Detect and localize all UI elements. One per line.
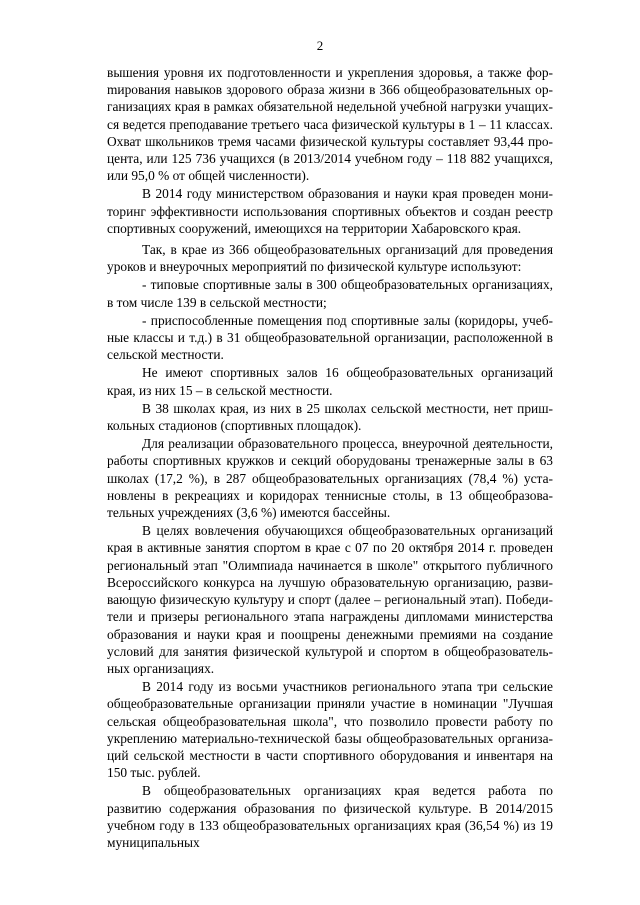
list-item: - типовые спортивные залы в 300 общеобразовательных организациях, в том числе 139 в сельской местности; [107, 277, 553, 310]
paragraph: В целях вовлечения обучающихся общеобразовательных организаций края в активные занятия спортом в крае с 07 по 20 октября 2014 г. проведен региональный этап "Олимпиада начинается в школе" открытого публичного Всероссийского конкурса на лучшую образовательную организацию, развивающую физическую культуру и спорт (далее – региональный этап). Победители и призеры регионального этапа награждены дипломами министерства образования и науки края и поощрены денежными премиями на создание условий для занятия физической культурой и спортом в общеобразовательных организациях. [107, 523, 553, 676]
paragraph: В 2014 году министерством образования и науки края проведен мониторинг эффективности использования спортивных объектов и создан реестр спортивных сооружений, имеющихся на территории Хабаровского края. [107, 186, 553, 236]
list-item: - приспособленные помещения под спортивные залы (коридоры, учебные классы и т.д.) в 31 общеобразовательной организации, расположенной в сельской местности. [107, 312, 553, 363]
paragraph: вышения уровня их подготовленности и укрепления здоровья, а также форmирования навыков здорового образа жизни в 366 общеобразовательных организациях края в рамках обязательной недельной учебной нагрузки учащихся ведется преподавание третьего часа физической культуры в 1 – 11 классах. Охват школьников тремя часами физической культуры составляет 93,44 процента, или 125 736 учащихся (в 2013/2014 учебном году – 118 882 учащихся, или 95,0 % от общей численности). [107, 65, 553, 184]
paragraph: В общеобразовательных организациях края ведется работа по развитию содержания образования по физической культуре. В 2014/2015 учебном году в 133 общеобразовательных организациях края (36,54 %) из 19 муниципальных [107, 783, 553, 850]
paragraph: Так, в крае из 366 общеобразовательных организаций для проведения уроков и внеурочных мероприятий по физической культуре используют: [107, 242, 553, 275]
paragraph: В 2014 году из восьми участников регионального этапа три сельские общеобразовательные организации приняли участие в номинации "Лучшая сельская общеобразовательная школа", что позволило провести работу по укреплению материально-технической базы общеобразовательных организаций сельской местности в части спортивного оборудования и инвентаря на 150 тыс. рублей. [107, 679, 553, 781]
document-body [107, 64, 553, 852]
paragraph: Для реализации образовательного процесса, внеурочной деятельности, работы спортивных кружков и секций оборудованы тренажерные залы в 63 школах (17,2 %), в 287 общеобразовательных организациях (78,4 %) установлены в рекреациях и коридорах теннисные столы, в 13 общеобразовательных учреждениях (3,6 %) имеются бассейны. [107, 436, 553, 521]
paragraph: Не имеют спортивных залов 16 общеобразовательных организаций края, из них 15 – в сельской местности. [107, 365, 553, 398]
page-number: 2 [316, 38, 324, 53]
paragraph: В 38 школах края, из них в 25 школах сельской местности, нет пришкольных стадионов (спортивных площадок). [107, 400, 553, 434]
